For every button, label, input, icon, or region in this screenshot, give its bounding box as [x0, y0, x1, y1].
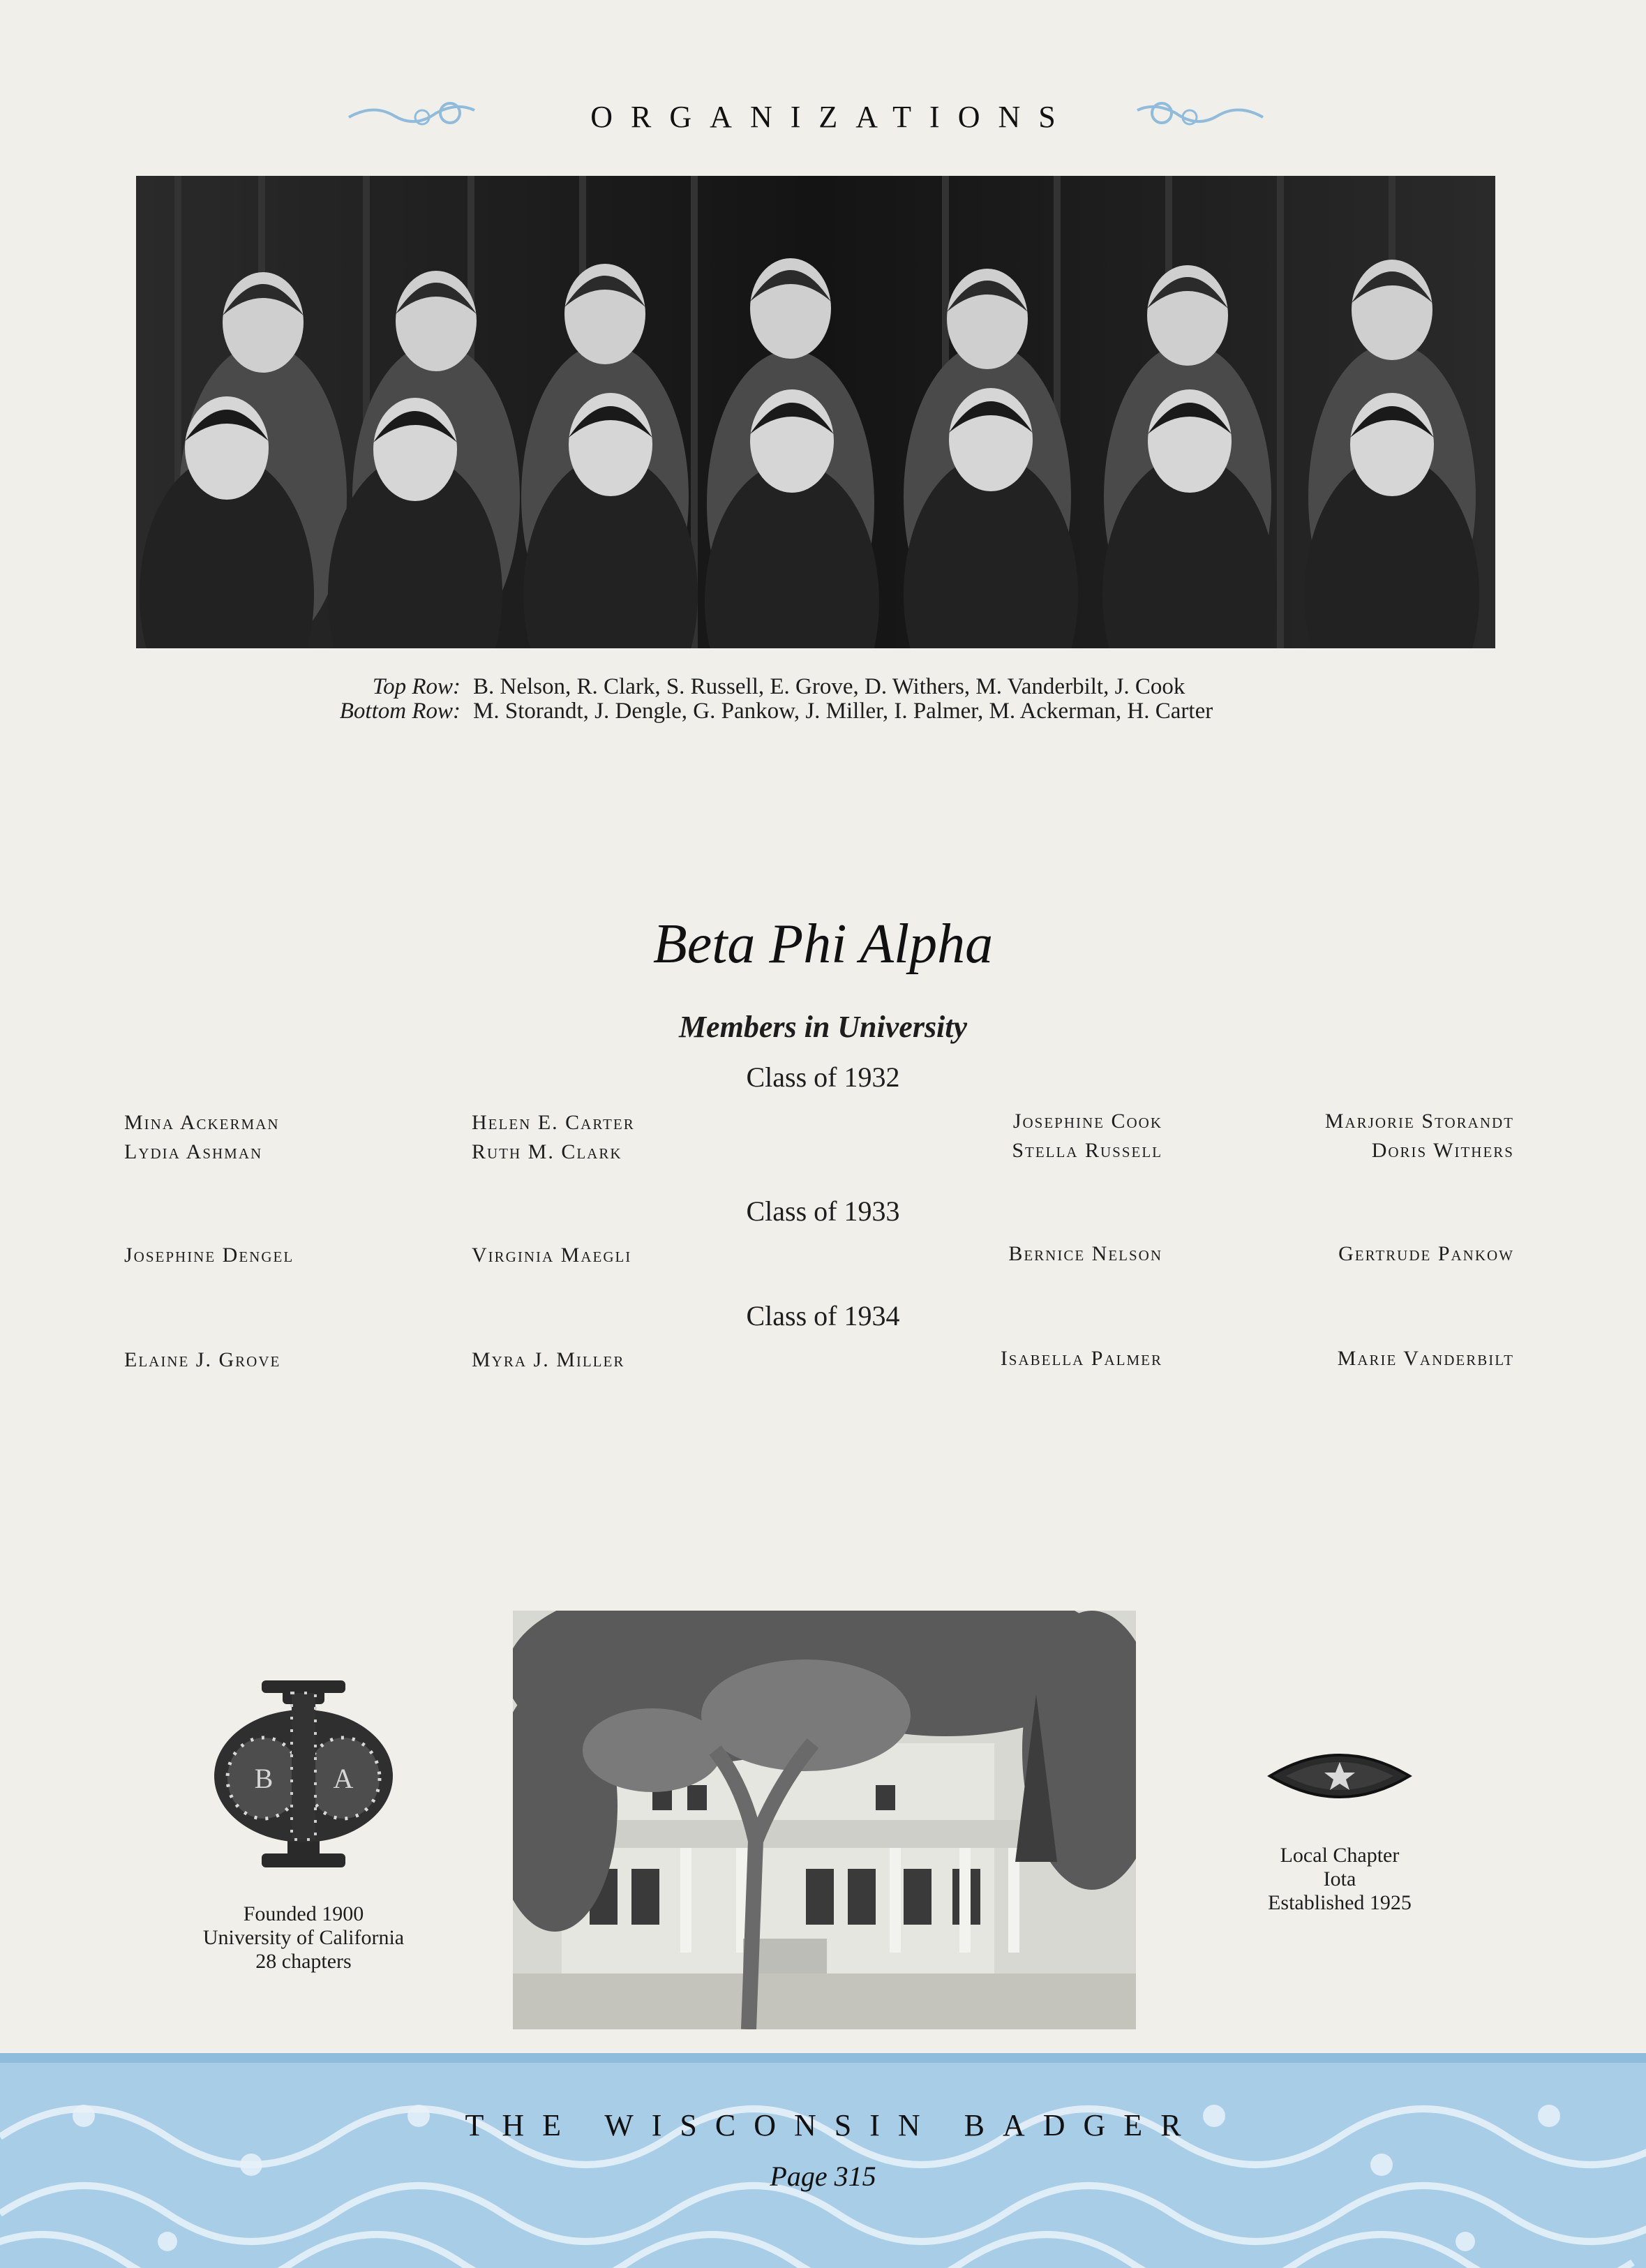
caption-top-label: Top Row:: [372, 674, 461, 699]
class-heading-1932: Class of 1932: [746, 1061, 900, 1093]
member-name: Marie Vanderbilt: [1337, 1347, 1514, 1370]
crest-letter-left: B: [254, 1763, 274, 1794]
member-name: Elaine J. Grove: [124, 1348, 281, 1371]
caption-top-row: [328, 674, 1185, 700]
member-name: Marjorie Storandt: [1324, 1110, 1514, 1133]
local-chapter-line: Established 1925: [1268, 1891, 1412, 1914]
class-heading-1933: Class of 1933: [746, 1195, 900, 1227]
caption-top-names: B. Nelson, R. Clark, S. Russell, E. Grove, D. Withers, M. Vanderbilt, J. Cook: [473, 674, 1185, 699]
caption-bottom-names: M. Storandt, J. Dengle, G. Pankow, J. Miller, I. Palmer, M. Ackerman, H. Carter: [473, 699, 1213, 724]
caption-bottom-row: [328, 699, 1213, 724]
organization-name: Beta Phi Alpha: [652, 913, 994, 975]
founded-line: University of California: [202, 1926, 405, 1949]
footer-rule: [0, 2053, 1646, 2063]
chapter-badge-icon: [1266, 1745, 1413, 1807]
founded-line: Founded 1900: [243, 1902, 364, 1925]
member-name: Josephine Cook: [1012, 1110, 1162, 1133]
caption-bottom-label: Bottom Row:: [339, 699, 461, 724]
member-name: Josephine Dengel: [124, 1244, 294, 1267]
local-chapter-line: Iota: [1323, 1867, 1356, 1890]
class-heading-1934: Class of 1934: [746, 1300, 900, 1331]
publication-title: THE WISCONSIN BADGER: [465, 2108, 1199, 2142]
fraternity-crest-icon: [209, 1675, 398, 1870]
page-number: Page 315: [770, 2161, 876, 2192]
founded-note: [188, 1902, 419, 1974]
founded-line: 28 chapters: [255, 1950, 352, 1973]
chapter-house-photo: [513, 1611, 1136, 2029]
member-name: Mina Ackerman: [124, 1111, 280, 1134]
member-name: Lydia Ashman: [124, 1140, 263, 1163]
member-name: Isabella Palmer: [1000, 1347, 1162, 1370]
member-name: Doris Withers: [1371, 1139, 1514, 1162]
member-name: Gertrude Pankow: [1338, 1242, 1514, 1265]
members-heading: Members in University: [678, 1010, 968, 1044]
page-section-title: ORGANIZATIONS: [590, 100, 1074, 134]
group-photo: [136, 176, 1495, 648]
member-name: Myra J. Miller: [472, 1348, 625, 1371]
member-name: Bernice Nelson: [1008, 1242, 1162, 1265]
member-name: Virginia Maegli: [472, 1244, 632, 1267]
member-name: Ruth M. Clark: [472, 1140, 622, 1163]
local-chapter-note: [1235, 1844, 1444, 1915]
header-flourish-right: [1134, 96, 1266, 133]
crest-letter-right: A: [333, 1763, 354, 1794]
local-chapter-line: Local Chapter: [1280, 1844, 1400, 1867]
member-name: Stella Russell: [1012, 1139, 1162, 1162]
member-name: Helen E. Carter: [472, 1111, 635, 1134]
